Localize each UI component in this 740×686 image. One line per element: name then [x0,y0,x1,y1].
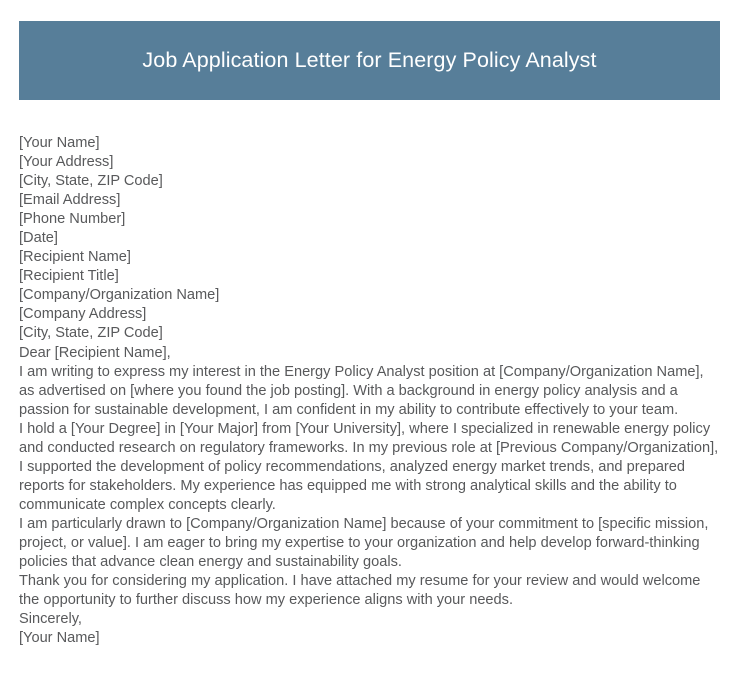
page-title: Job Application Letter for Energy Policy Analyst [142,47,597,72]
letter-paragraph-1: I am writing to express my interest in the Energy Policy Analyst position at [Company/Organization Name], as advertised on [where you found the job posting]. With a background in energy policy analysis and a passion for sustainable development, I am confident in my ability to contribute effectively to your team. [19,363,704,418]
letter-paragraph-3: I am particularly drawn to [Company/Organization Name] because of your commitment to [specific mission, project, or value]. I am eager to bring my expertise to your organization and help develop forward-thinking policies that advance clean energy and sustainability goals. [19,515,709,571]
letter-body [19,134,723,648]
signature-name: [Your Name] [19,630,100,647]
sender-address-block [19,134,723,248]
letter-paragraph-2: I hold a [Your Degree] in [Your Major] from [Your University], where I specialized in renewable energy policy and conducted research on regulatory frameworks. In my previous role at [Previous Company/Organization], I supported the development of policy recommendations, analyzed energy market trends, and prepared reports for stakeholders. My experience has equipped me with strong analytical skills and the ability to communicate complex concepts clearly. [19,420,719,513]
sender-line-date: [Date] [19,230,58,247]
recipient-line-city-state-zip: [City, State, ZIP Code] [19,325,163,342]
sender-line-phone: [Phone Number] [19,211,126,228]
recipient-line-title: [Recipient Title] [19,268,119,285]
recipient-line-name: [Recipient Name] [19,249,131,266]
closing-salutation: Sincerely, [19,611,82,628]
recipient-address-block [19,248,723,343]
recipient-line-address: [Company Address] [19,306,147,323]
document-header-banner [19,21,720,100]
recipient-line-company: [Company/Organization Name] [19,287,220,304]
sender-line-name: [Your Name] [19,135,100,151]
sender-line-email: [Email Address] [19,192,121,209]
sender-line-city-state-zip: [City, State, ZIP Code] [19,173,163,190]
salutation: Dear [Recipient Name], [19,344,171,361]
letter-paragraph-4: Thank you for considering my application. I have attached my resume for your review and would welcome the opportunity to further discuss how my experience aligns with your needs. [19,573,701,609]
sender-line-address: [Your Address] [19,154,114,171]
